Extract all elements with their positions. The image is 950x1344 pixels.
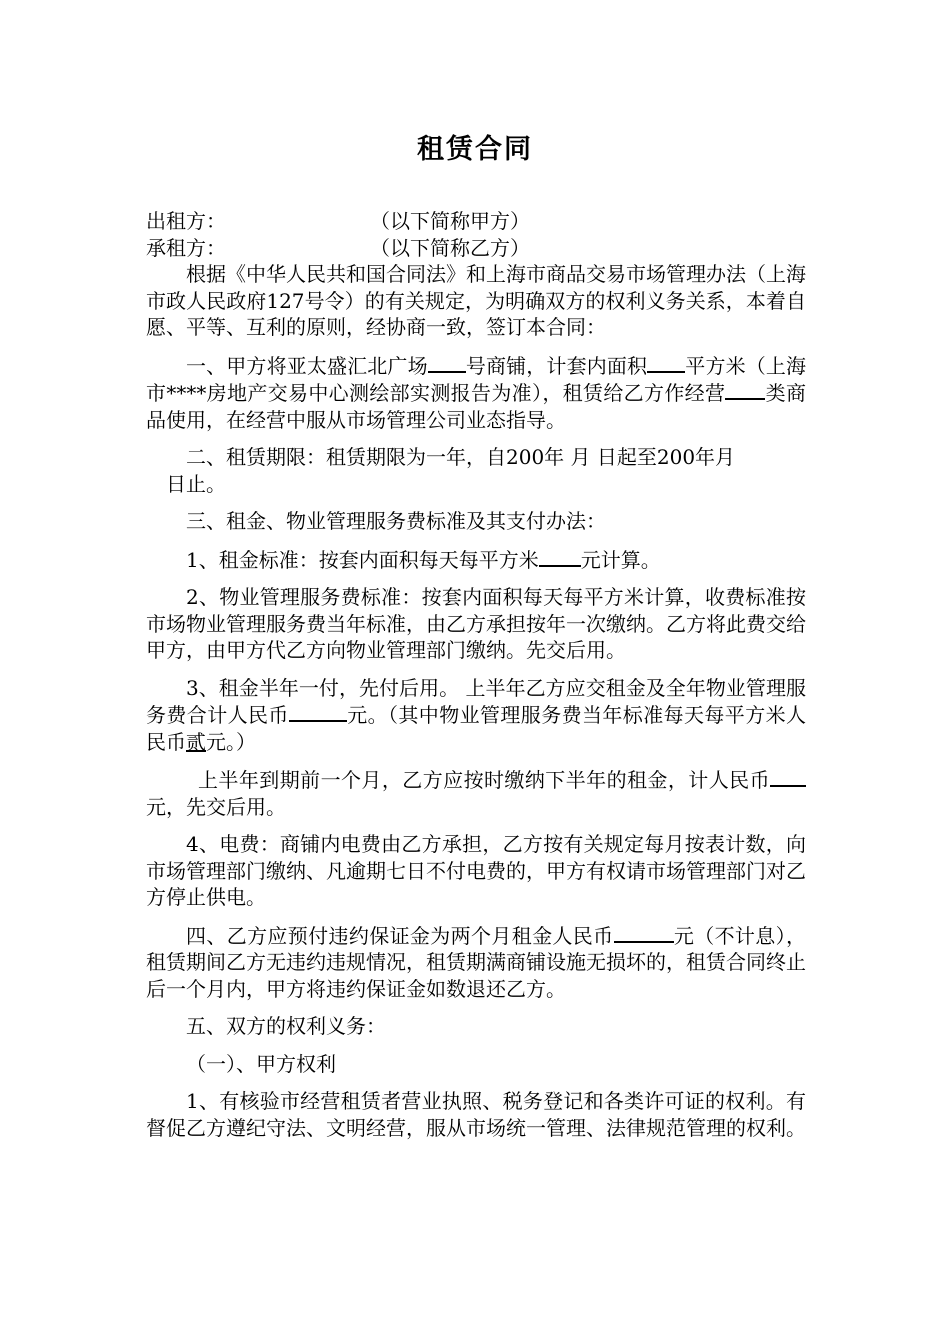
clause-1 [146,352,806,434]
fee-amount-underlined: 贰 [186,729,206,754]
clause-3: 三、租金、物业管理服务费标准及其支付办法： [186,509,606,533]
clause-5-1-1: 1、有核验市经营租赁者营业执照、税务登记和各类许可证的权利。有督促乙方遵纪守法、文明经营，服从市场统一管理、法律规范管理的权利。 [146,1089,806,1140]
clause-1-text-b: 号商铺，计套内面积 [465,353,648,378]
clause-2 [146,444,806,497]
clause-3-1-text-b: 元计算。 [580,547,661,572]
clause-3-3-extra-text-a: 上半年到期前一个月，乙方应按时缴纳下半年的租金，计人民币 [198,768,770,792]
area-blank [647,352,685,373]
first-half-total-blank [289,701,347,722]
clause-1-text-a: 一、甲方将亚太盛汇北广场 [186,353,428,378]
contract-body [146,208,806,1141]
clause-4 [146,922,806,1003]
lessee-label: 承租方： [146,235,226,260]
lessor-line [146,208,806,235]
clause-3-3-text-d: 元。） [206,729,256,754]
shop-number-blank [428,352,466,373]
clause-3-3 [146,675,806,756]
clause-1-text-c: 平方米（上海市****房地产交易中心测绘部实测报告为准），租赁给乙方作经营 [146,353,807,405]
rent-rate-blank [539,546,581,567]
clause-1-text-d: 类商品使用，在经营中服从市场管理公司业态指导。 [146,381,807,432]
clause-3-2: 2、物业管理服务费标准：按套内面积每天每平方米计算，收费标准按市场物业管理服务费当年标准，由乙方承担按年一次缴纳。乙方将此费交给甲方，由甲方代乙方向物业管理部门缴纳。先交后用。 [146,585,806,662]
deposit-blank [614,922,674,943]
clause-4-text-b: 元（不计息），租赁期间乙方无违约违规情况，租赁期满商铺设施无损坏的，租赁合同终止后一个月内，甲方将违约保证金如数退还乙方。 [146,923,807,1001]
clause-2-main: 二、租赁期限：租赁期限为一年，自200年 月 日起至200年月 [186,445,736,469]
preamble-paragraph: 根据《中华人民共和国合同法》和上海市商品交易市场管理办法（上海市政人民政府127号令）的有关规定，为明确双方的权利义务关系，本着自愿、平等、互利的原则，经协商一致，签订本合同： [146,262,806,339]
lessee-note: （以下简称乙方） [370,235,530,260]
clause-2-tail: 日止。 [166,471,226,496]
document-title: 租赁合同 [417,134,533,165]
second-half-rent-blank [770,766,806,787]
clause-5-1: （一）、甲方权利 [186,1051,336,1076]
clause-3-1 [146,546,806,574]
clause-4-text-a: 四、乙方应预付违约保证金为两个月租金人民币 [186,923,614,948]
lessor-note: （以下简称甲方） [370,209,530,233]
clause-3-1-text-a: 1、租金标准：按套内面积每天每平方米 [186,547,539,572]
lessor-label: 出租方： [146,209,226,233]
clause-3-3-text-a: 3、租金半年一付，先付后用。 上半年乙方应交租金及全年物业管理服务费合计人民币 [146,675,806,727]
goods-category-blank [725,379,765,400]
clause-3-3-extra-text-b: 元，先交后用。 [146,794,286,819]
clause-3-4: 4、电费：商铺内电费由乙方承担，乙方按有关规定每月按表计数，向市场管理部门缴纳、凡逾期七日不付电费的，甲方有权请市场管理部门对乙方停止供电。 [146,832,806,909]
clause-5: 五、双方的权利义务： [186,1014,386,1038]
clause-3-3-extra [146,766,806,820]
lessee-line [146,235,806,262]
clause-3-3-text-b: 元。（其中物业管理服务费当年标准每天每平方米人民币 [146,703,807,754]
